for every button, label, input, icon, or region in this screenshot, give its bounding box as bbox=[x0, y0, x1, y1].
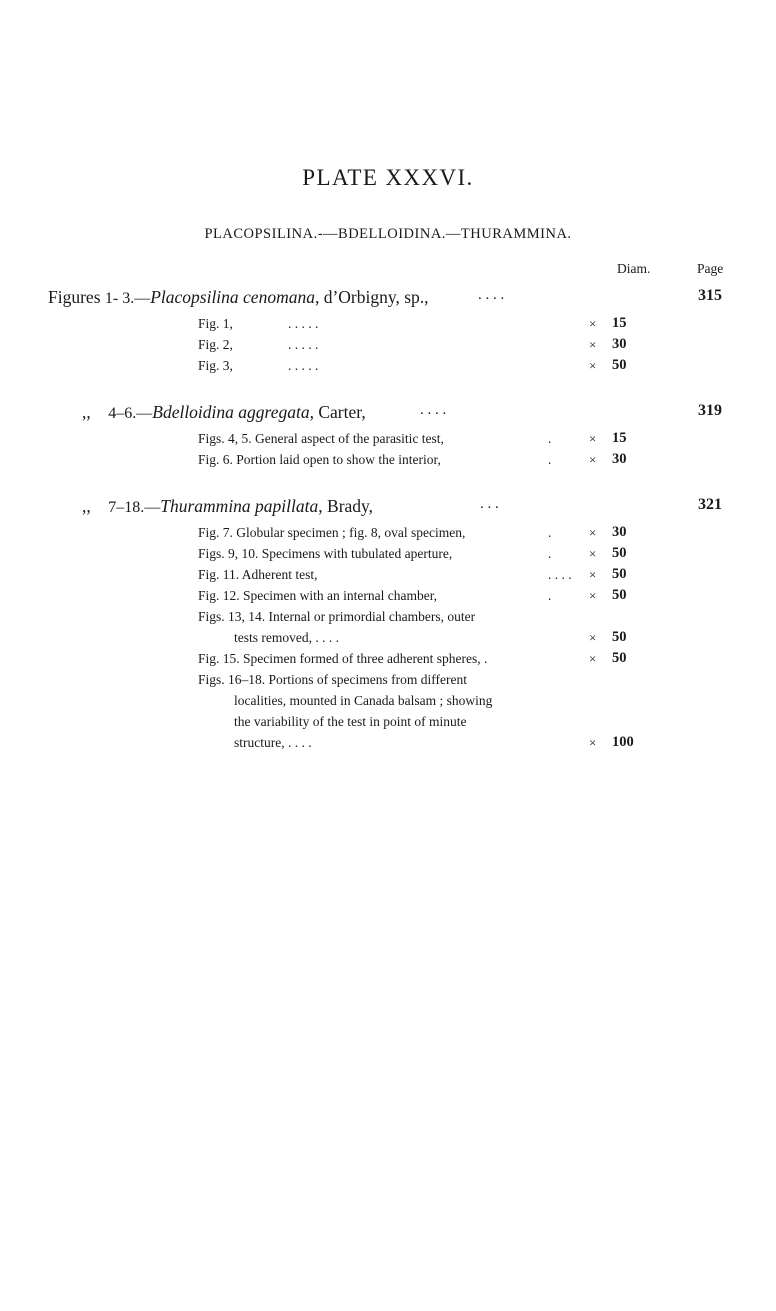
sub-row-dots: . . . . . bbox=[288, 316, 319, 331]
sub-row-text: Fig. 7. Globular specimen ; fig. 8, oval specimen, bbox=[198, 525, 466, 540]
entry-species: Bdelloidina aggregata bbox=[152, 402, 310, 422]
sub-row-text: Figs. 9, 10. Specimens with tubulated aperture, bbox=[198, 546, 453, 561]
sub-row-multiplier: × bbox=[589, 358, 597, 373]
entry-species: Placopsilina cenomana bbox=[150, 287, 315, 307]
sub-row-magnification: 50 bbox=[612, 587, 627, 603]
entry-page-number: 321 bbox=[698, 496, 722, 513]
sub-row-text: Fig. 15. Specimen formed of three adherent spheres, . bbox=[198, 651, 488, 666]
sub-row-magnification: 50 bbox=[612, 650, 627, 666]
plate-entry bbox=[0, 496, 776, 753]
entry-spacer bbox=[0, 470, 776, 496]
sub-row bbox=[0, 313, 776, 334]
sub-row bbox=[0, 428, 776, 449]
page-title: PLATE XXXVI. bbox=[302, 165, 474, 190]
entry-author: , d’Orbigny, sp., bbox=[314, 287, 429, 307]
sub-row-multiplier: × bbox=[589, 630, 597, 645]
leader-dots: . . . . bbox=[478, 287, 505, 303]
sub-row bbox=[0, 449, 776, 470]
sub-row-multiplier: × bbox=[589, 735, 597, 750]
sub-row-magnification: 50 bbox=[612, 357, 627, 373]
sub-row-text: Figs. 13, 14. Internal or primordial chambers, outer bbox=[198, 609, 476, 624]
sub-row-dots: . bbox=[548, 525, 552, 540]
sub-row-text: Fig. 2, bbox=[198, 337, 233, 352]
entry-lead-label: ,, bbox=[82, 402, 91, 422]
sub-row-magnification: 50 bbox=[612, 566, 627, 582]
entry-spacer bbox=[0, 376, 776, 402]
sub-row bbox=[0, 355, 776, 376]
sub-row-dots: . bbox=[548, 452, 552, 467]
entry-heading bbox=[0, 287, 776, 313]
sub-row-text: Fig. 3, bbox=[198, 358, 233, 373]
sub-row bbox=[0, 334, 776, 355]
sub-row-magnification: 30 bbox=[612, 451, 627, 467]
entry-page-number: 319 bbox=[698, 402, 722, 419]
entry-sub-rows bbox=[0, 313, 776, 376]
sub-row-multiplier: × bbox=[589, 431, 597, 446]
sub-row-text: Fig. 1, bbox=[198, 316, 233, 331]
leader-dots: . . . bbox=[480, 496, 499, 512]
sub-row-text: Figs. 4, 5. General aspect of the parasitic test, bbox=[198, 431, 444, 446]
sub-row bbox=[0, 627, 776, 648]
document-page bbox=[0, 165, 776, 1215]
sub-row-magnification: 100 bbox=[612, 734, 634, 750]
genera-heading: PLACOPSILINA.-—BDELLOIDINA.—THURAMMINA. bbox=[204, 226, 572, 242]
plate-entry bbox=[0, 287, 776, 376]
sub-row bbox=[0, 564, 776, 585]
sub-row bbox=[0, 606, 776, 627]
plate-entry bbox=[0, 402, 776, 470]
column-headers bbox=[0, 261, 776, 281]
sub-row-multiplier: × bbox=[589, 525, 597, 540]
sub-row-text: localities, mounted in Canada balsam ; showing bbox=[234, 693, 493, 708]
sub-row-text: tests removed, . . . . bbox=[234, 630, 339, 645]
sub-row bbox=[0, 543, 776, 564]
sub-row bbox=[0, 669, 776, 690]
sub-row bbox=[0, 648, 776, 669]
sub-row-multiplier: × bbox=[589, 651, 597, 666]
entry-author: , Carter, bbox=[309, 402, 366, 422]
sub-row-dots: . . . . bbox=[548, 567, 572, 582]
sub-row-dots: . . . . . bbox=[288, 337, 319, 352]
plate-contents bbox=[0, 287, 776, 753]
entry-sub-rows bbox=[0, 522, 776, 753]
entry-figure-range: 4–6.— bbox=[108, 405, 153, 422]
entry-sub-rows bbox=[0, 428, 776, 470]
entry-species: Thurammina papillata bbox=[160, 496, 319, 516]
sub-row-text: the variability of the test in point of minute bbox=[234, 714, 467, 729]
column-header-page: Page bbox=[697, 261, 724, 276]
sub-row bbox=[0, 585, 776, 606]
entry-heading bbox=[0, 496, 776, 522]
sub-row-magnification: 30 bbox=[612, 336, 627, 352]
sub-row-multiplier: × bbox=[589, 337, 597, 352]
sub-row-multiplier: × bbox=[589, 316, 597, 331]
sub-row-text: Fig. 6. Portion laid open to show the interior, bbox=[198, 452, 441, 467]
sub-row-text: structure, . . . . bbox=[234, 735, 312, 750]
sub-row-dots: . . . . . bbox=[288, 358, 319, 373]
sub-row-text: Fig. 12. Specimen with an internal chamber, bbox=[198, 588, 438, 603]
entry-page-number: 315 bbox=[698, 287, 722, 304]
sub-row-multiplier: × bbox=[589, 567, 597, 582]
sub-row bbox=[0, 732, 776, 753]
sub-row-magnification: 15 bbox=[612, 430, 627, 446]
sub-row-multiplier: × bbox=[589, 546, 597, 561]
sub-row-text: Fig. 11. Adherent test, bbox=[198, 567, 318, 582]
sub-row-text: Figs. 16–18. Portions of specimens from different bbox=[198, 672, 467, 687]
sub-row bbox=[0, 690, 776, 711]
sub-row bbox=[0, 711, 776, 732]
sub-row-magnification: 50 bbox=[612, 629, 627, 645]
sub-row-dots: . bbox=[548, 546, 552, 561]
entry-figure-range: 1- 3.— bbox=[104, 290, 151, 307]
sub-row-dots: . bbox=[548, 588, 552, 603]
entry-lead-label: Figures bbox=[48, 287, 101, 307]
sub-row-magnification: 15 bbox=[612, 315, 627, 331]
sub-row-magnification: 50 bbox=[612, 545, 627, 561]
entry-lead-label: ,, bbox=[82, 496, 91, 516]
sub-row-dots: . bbox=[548, 431, 552, 446]
sub-row bbox=[0, 522, 776, 543]
sub-row-magnification: 30 bbox=[612, 524, 627, 540]
column-header-diam: Diam. bbox=[617, 261, 651, 276]
entry-author: , Brady, bbox=[318, 496, 374, 516]
sub-row-multiplier: × bbox=[589, 452, 597, 467]
entry-figure-range: 7–18.— bbox=[108, 499, 161, 516]
leader-dots: . . . . bbox=[420, 402, 447, 418]
sub-row-multiplier: × bbox=[589, 588, 597, 603]
entry-heading bbox=[0, 402, 776, 428]
